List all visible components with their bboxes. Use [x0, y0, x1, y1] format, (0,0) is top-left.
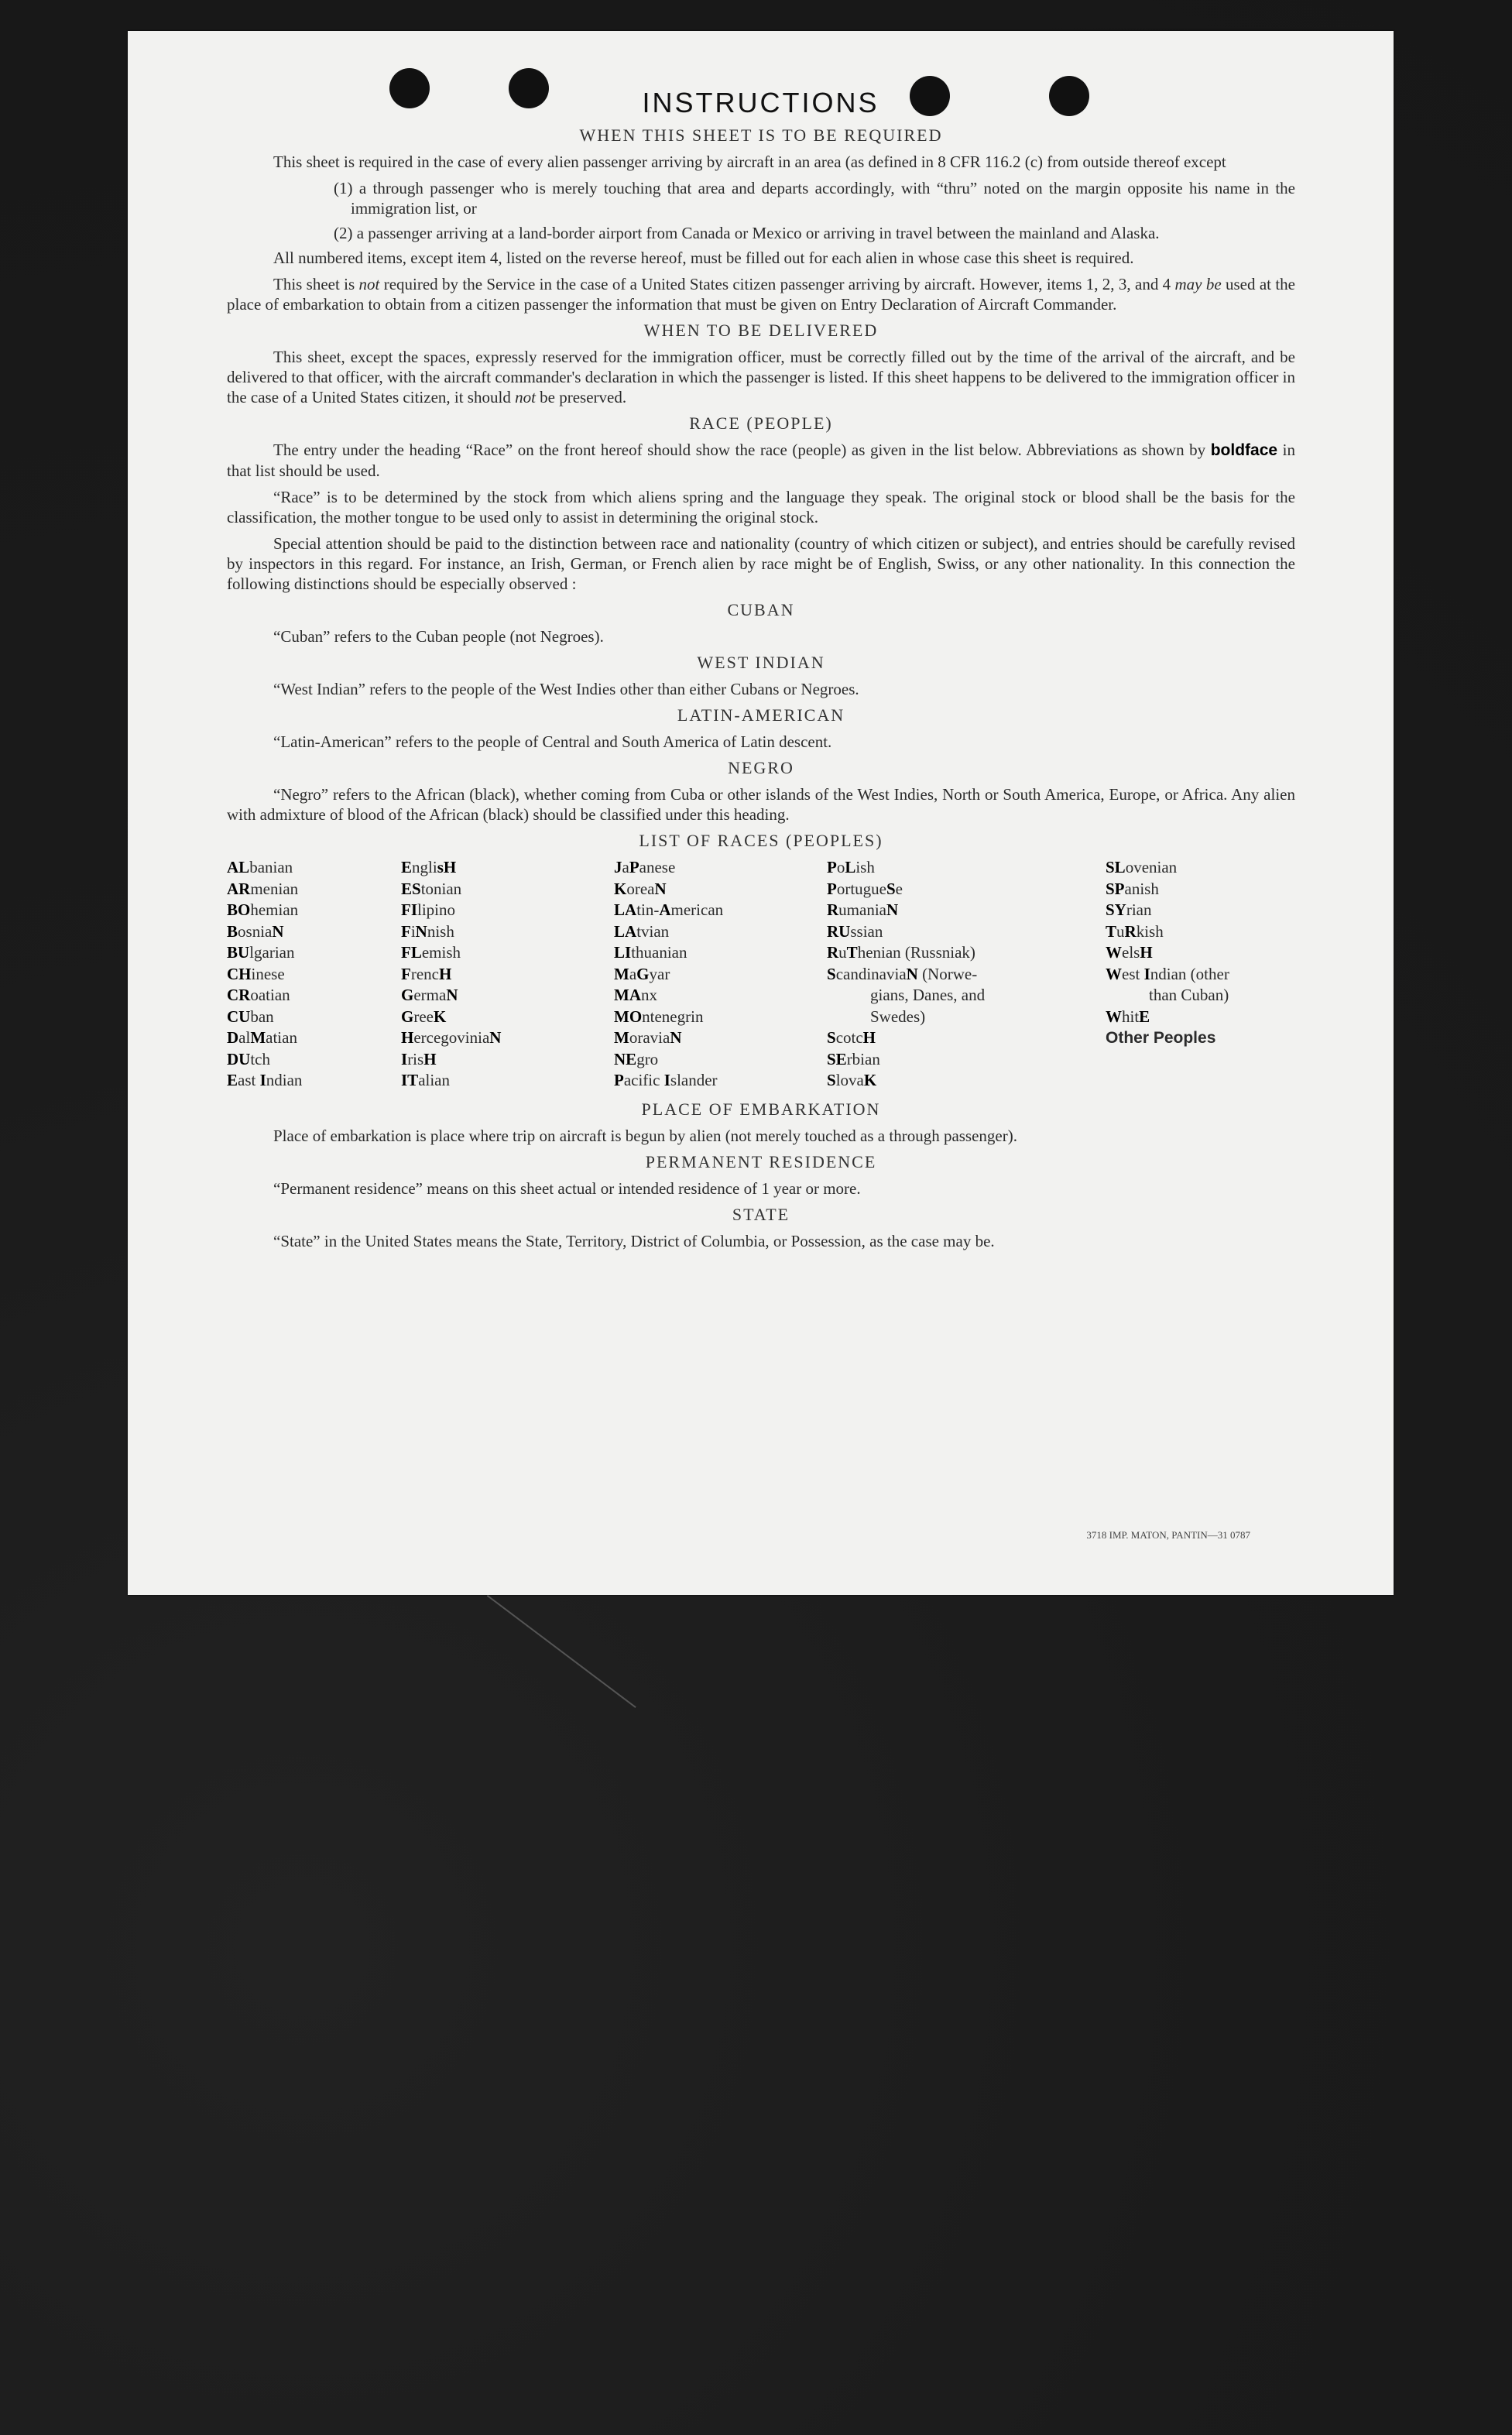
- race-entry: RUssian: [827, 921, 883, 941]
- race-entry: SYrian: [1106, 900, 1152, 919]
- race-entry: BosniaN: [227, 921, 284, 941]
- paragraph: “Permanent residence” means on this sheet actual or intended residence of 1 year or more.: [273, 1178, 861, 1198]
- race-entry: SLovenian: [1106, 858, 1178, 876]
- race-entry: RumaniaN: [827, 900, 899, 919]
- paragraph: “Cuban” refers to the Cuban people (not Negroes).: [273, 627, 604, 646]
- race-entry: MOntenegrin: [614, 1007, 704, 1026]
- race-entry: than Cuban): [1149, 986, 1229, 1004]
- race-entry: EnglisH: [401, 858, 457, 876]
- section-heading: WEST INDIAN: [697, 653, 825, 672]
- race-entry: CUban: [227, 1007, 274, 1026]
- race-entry: LAtin-American: [614, 900, 724, 919]
- race-entry: West Indian (other: [1106, 964, 1229, 983]
- race-entry: BOhemian: [227, 900, 299, 919]
- paragraph: All numbered items, except item 4, listed on the reverse hereof, must be filled out for each alien in whose case this sheet is required.: [273, 249, 1134, 267]
- race-entry: GreeK: [401, 1007, 447, 1026]
- paragraph: “State” in the United States means the State, Territory, District of Columbia, or Possession, as the case may be.: [273, 1231, 995, 1250]
- paragraph: The entry under the heading “Race” on the front hereof should show the race (people) as given in the list below. Abbreviations as shown by boldface in that list should be used.: [227, 441, 1295, 480]
- instruction-sheet: [128, 31, 1394, 1595]
- printer-imprint: 3718 IMP. MATON, PANTIN—31 0787: [1086, 1529, 1250, 1541]
- paragraph: Special attention should be paid to the distinction between race and nationality (country of which citizen or subject), and entries should be carefully revised by inspectors in this regard. For instance, an Irish, German, or French alien by race might be of English, Swiss, or any other nationality. In this connection the following distinctions should be especially observed :: [227, 534, 1295, 593]
- race-entry: MoraviaN: [614, 1028, 682, 1047]
- section-heading: RACE (PEOPLE): [689, 413, 833, 433]
- paragraph: “West Indian” refers to the people of the West Indies other than either Cubans or Negroes.: [273, 680, 859, 698]
- race-entry: ARmenian: [227, 879, 299, 898]
- race-entry: PortugueSe: [827, 879, 903, 898]
- race-entry: LAtvian: [614, 921, 670, 941]
- section-heading: STATE: [732, 1204, 790, 1224]
- race-column: [827, 857, 1106, 1092]
- race-entry: WelsH: [1106, 943, 1153, 962]
- list-item: (2) a passenger arriving at a land-border airport from Canada or Mexico or arriving in travel between the mainland and Alaska.: [334, 224, 1160, 242]
- race-entry: ScotcH: [827, 1028, 876, 1047]
- race-entry: PoLish: [827, 858, 875, 876]
- race-column: [614, 857, 827, 1092]
- race-entry: SErbian: [827, 1049, 880, 1068]
- race-list: [227, 857, 1295, 1092]
- race-entry: JaPanese: [614, 858, 676, 876]
- race-entry: KoreaN: [614, 879, 667, 898]
- race-entry: FrencH: [401, 964, 452, 983]
- paragraph: Place of embarkation is place where trip on aircraft is begun by alien (not merely touched as a through passenger).: [273, 1126, 1017, 1145]
- race-entry: IrisH: [401, 1049, 437, 1068]
- section-heading: WHEN THIS SHEET IS TO BE REQUIRED: [579, 125, 943, 145]
- race-entry: FIlipino: [401, 900, 456, 919]
- list-item: (1) a through passenger who is merely touching that area and departs accordingly, with “thru” noted on the margin opposite his name in the immigration list, or: [334, 179, 1295, 218]
- section-heading: LATIN-AMERICAN: [677, 705, 845, 725]
- race-entry: SlovaK: [827, 1071, 877, 1089]
- race-entry: SPanish: [1106, 879, 1159, 898]
- paragraph: This sheet is required in the case of every alien passenger arriving by aircraft in an area (as defined in 8 CFR 116.2 (c) from outside thereof except: [273, 153, 1226, 171]
- race-entry: ITalian: [401, 1071, 450, 1089]
- race-entry: gians, Danes, and: [870, 986, 986, 1004]
- race-entry: NEgro: [614, 1049, 659, 1068]
- race-entry: Pacific Islander: [614, 1071, 718, 1089]
- race-entry: EStonian: [401, 879, 462, 898]
- race-entry: DUtch: [227, 1049, 270, 1068]
- race-entry: Other Peoples: [1106, 1029, 1216, 1047]
- page-title: INSTRUCTIONS: [642, 87, 879, 118]
- section-heading: WHEN TO BE DELIVERED: [643, 321, 879, 340]
- section-heading: LIST OF RACES (PEOPLES): [639, 831, 883, 850]
- race-entry: CHinese: [227, 964, 285, 983]
- race-entry: RuThenian (Russniak): [827, 943, 975, 962]
- document-body: [227, 122, 1295, 1257]
- section-heading: NEGRO: [728, 758, 794, 777]
- race-entry: CRoatian: [227, 986, 290, 1004]
- race-column: [1106, 857, 1295, 1092]
- race-column: [227, 857, 401, 1092]
- race-entry: Swedes): [870, 1007, 926, 1026]
- race-entry: FiNnish: [401, 921, 454, 941]
- race-entry: BUlgarian: [227, 943, 295, 962]
- race-entry: WhitE: [1106, 1007, 1150, 1026]
- race-entry: DalMatian: [227, 1028, 297, 1047]
- section-heading: CUBAN: [727, 600, 795, 619]
- section-heading: PERMANENT RESIDENCE: [645, 1151, 877, 1171]
- race-entry: GermaN: [401, 986, 458, 1004]
- race-entry: MaGyar: [614, 964, 670, 983]
- paragraph: “Latin-American” refers to the people of Central and South America of Latin descent.: [273, 732, 832, 751]
- race-entry: FLemish: [401, 943, 461, 962]
- race-entry: MAnx: [614, 986, 657, 1004]
- race-entry: TuRkish: [1106, 921, 1164, 941]
- paragraph: “Negro” refers to the African (black), whether coming from Cuba or other islands of the West Indies, North or South America, Europe, or Africa. Any alien with admixture of blood of the African (black) should be classified under this heading.: [227, 785, 1295, 824]
- section-heading: PLACE OF EMBARKATION: [641, 1099, 881, 1119]
- race-column: [401, 857, 614, 1092]
- race-entry: East Indian: [227, 1071, 303, 1089]
- paragraph: This sheet is not required by the Service in the case of a United States citizen passenger arriving by aircraft. However, items 1, 2, 3, and 4 may be used at the place of embarkation to obtain from a citizen passenger the information that must be given on Entry Declaration of Aircraft Commander.: [227, 275, 1296, 314]
- paragraph: This sheet, except the spaces, expressly reserved for the immigration officer, must be correctly filled out by the time of the arrival of the aircraft, and be delivered to that officer, with the aircraft commander's declaration in which the passenger is listed. If this sheet happens to be delivered to the immigration officer in the case of a United States citizen, it should not be preserved.: [227, 348, 1295, 406]
- paragraph: “Race” is to be determined by the stock from which aliens spring and the language they speak. The original stock or blood shall be the basis for the classification, the mother tongue to be used only to assist in determining the original stock.: [227, 488, 1295, 526]
- race-entry: LIthuanian: [614, 943, 687, 962]
- race-entry: ScandinaviaN (Norwe-: [827, 964, 978, 983]
- race-entry: HercegoviniaN: [401, 1028, 502, 1047]
- race-entry: ALbanian: [227, 858, 293, 876]
